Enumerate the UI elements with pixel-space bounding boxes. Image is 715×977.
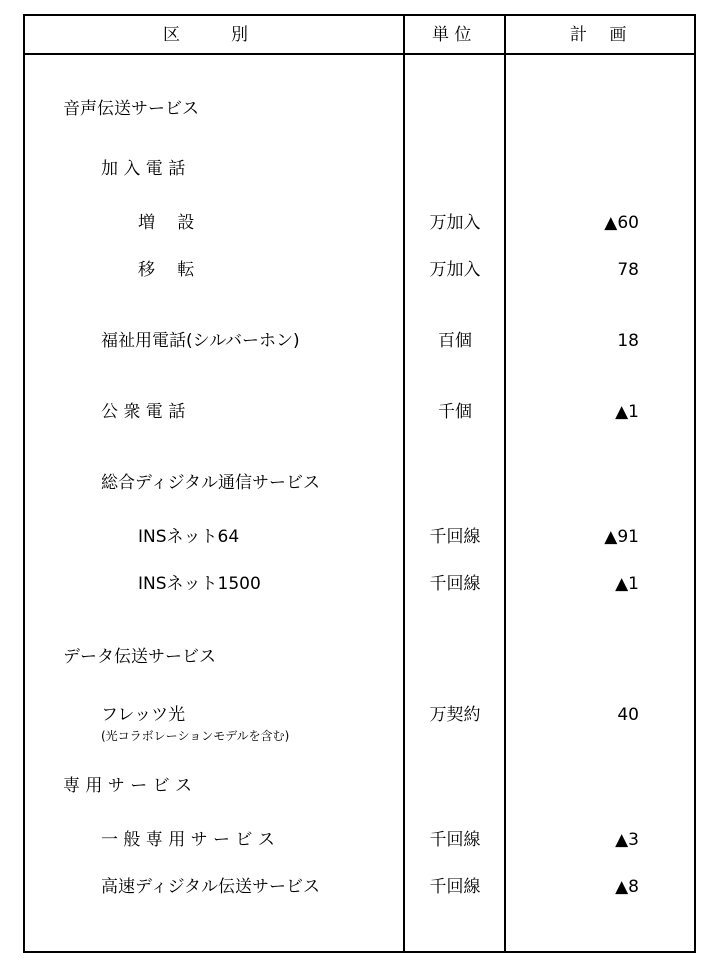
row-note: (光コラボレーションモデルを含む)	[101, 729, 290, 743]
row-label: 移 転	[138, 260, 195, 280]
row-label: 加 入 電 話	[101, 159, 186, 179]
row-label: 専 用 サ ー ビ ス	[63, 776, 193, 796]
row-value: ▲3	[615, 830, 639, 850]
table-border-left	[23, 14, 25, 953]
row-label: フレッツ光	[101, 705, 186, 725]
row-label: 公 衆 電 話	[101, 402, 186, 422]
row-unit: 千回線	[429, 877, 481, 897]
row-unit: 千個	[438, 402, 472, 422]
row-label: INSネット64	[138, 527, 240, 547]
row-unit: 百個	[438, 331, 472, 351]
table-border-bottom	[23, 951, 696, 953]
table-border-top	[23, 14, 696, 16]
row-value: 40	[617, 705, 639, 725]
row-unit: 万加入	[429, 213, 481, 233]
row-unit: 千回線	[429, 527, 481, 547]
row-unit: 万契約	[429, 705, 481, 725]
row-label: 福祉用電話(シルバーホン)	[101, 331, 300, 351]
header-category: 区 別	[163, 25, 248, 45]
column-divider-1	[403, 14, 405, 953]
row-unit: 万加入	[429, 260, 481, 280]
row-value: 78	[617, 260, 639, 280]
header-plan: 計 画	[570, 25, 627, 45]
header-divider	[23, 53, 696, 55]
row-value: ▲8	[615, 877, 639, 897]
row-label: 一 般 専 用 サ ー ビ ス	[101, 830, 275, 850]
row-label: 高速ディジタル伝送サービス	[101, 877, 320, 897]
row-value: ▲91	[604, 527, 639, 547]
row-label: INSネット1500	[138, 574, 261, 594]
row-label: 総合ディジタル通信サービス	[101, 473, 320, 493]
row-label: 増 設	[138, 213, 195, 233]
column-divider-2	[504, 14, 506, 953]
row-value: ▲1	[615, 402, 639, 422]
row-value: ▲60	[604, 213, 639, 233]
row-value: 18	[617, 331, 639, 351]
row-label: 音声伝送サービス	[63, 99, 199, 119]
row-unit: 千回線	[429, 830, 481, 850]
row-value: ▲1	[615, 574, 639, 594]
row-label: データ伝送サービス	[63, 647, 216, 667]
row-unit: 千回線	[429, 574, 481, 594]
table-border-right	[694, 14, 696, 953]
header-unit: 単 位	[432, 25, 472, 45]
